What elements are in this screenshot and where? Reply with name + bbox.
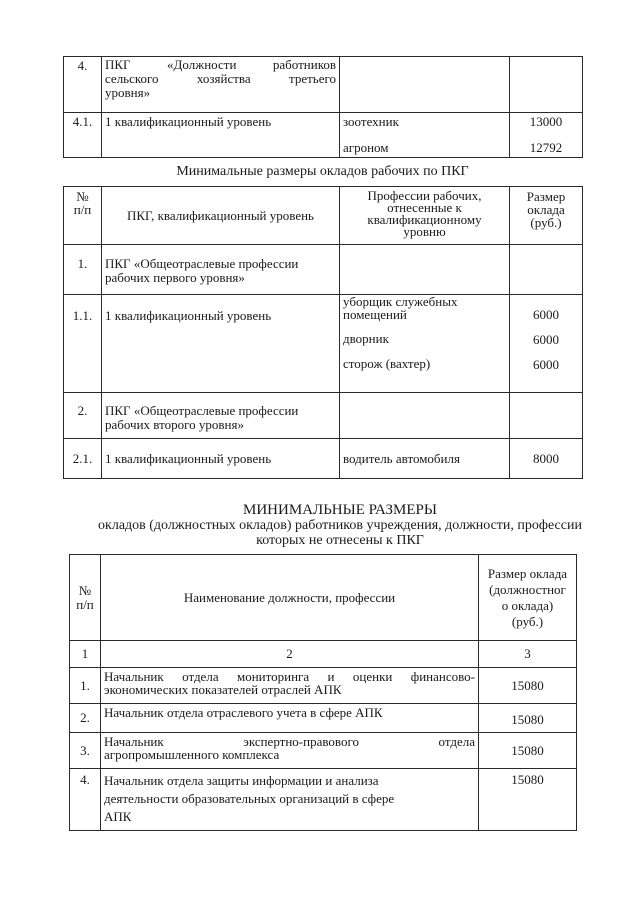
row-number: 1.1.: [64, 295, 102, 393]
header-salary: Размер оклада (руб.): [510, 187, 583, 245]
table-row: [70, 704, 577, 733]
pkg-name: ПКГ «Общеотраслевые профессии рабочих второго уровня»: [102, 393, 340, 439]
row-number: 4.: [70, 769, 101, 831]
table-row: [64, 245, 583, 295]
row-number: 4.: [64, 57, 102, 113]
qualification-level: 1 квалификационный уровень: [102, 113, 340, 158]
table-row: [70, 733, 577, 769]
column-number: 2: [101, 641, 479, 668]
table-other-positions: [69, 554, 577, 831]
salary-cell: 6000 6000 6000: [510, 295, 583, 393]
column-number: 3: [479, 641, 577, 668]
header-professions: Профессии рабочих, отнесенные к квалификационному уровню: [340, 187, 510, 245]
position-name: Начальник экспертно-правового отдела агропромышленного комплекса: [101, 733, 479, 769]
header-position-name: Наименование должности, профессии: [101, 555, 479, 641]
row-number: 1.: [70, 668, 101, 704]
row-number: 2.: [70, 704, 101, 733]
row-number: 2.1.: [64, 439, 102, 479]
column-number-row: [70, 641, 577, 668]
table-row: [64, 113, 583, 158]
section-heading-other: МИНИМАЛЬНЫЕ РАЗМЕРЫ окладов (должностных окладов) работников учреждения, должности, профессии которых не отнесены к ПКГ: [98, 502, 582, 548]
column-number: 1: [70, 641, 101, 668]
salary-cell: 13000 12792: [510, 113, 583, 158]
table-row: [64, 439, 583, 479]
position-name: Начальник отдела мониторинга и оценки финансово- экономических показателей отраслей АПК: [101, 668, 479, 704]
salary-cell: 15080: [479, 704, 577, 733]
salary-cell: 15080: [479, 733, 577, 769]
table-row: [64, 393, 583, 439]
profession-cell: водитель автомобиля: [340, 439, 510, 479]
salary-cell: 8000: [510, 439, 583, 479]
table-header-row: [70, 555, 577, 641]
row-number: 2.: [64, 393, 102, 439]
header-number: № п/п: [64, 187, 102, 245]
position-name: Начальник отдела защиты информации и анализа деятельности образовательных организаций в сфере АПК: [101, 769, 479, 831]
profession-cell: уборщик служебных помещений дворник сторож (вахтер): [340, 295, 510, 393]
header-pkg: ПКГ, квалификационный уровень: [102, 187, 340, 245]
pkg-name: ПКГ «Общеотраслевые профессии рабочих первого уровня»: [102, 245, 340, 295]
salary-cell: 15080: [479, 668, 577, 704]
pkg-name: ПКГ «Должности работников сельского хозяйства третьего уровня»: [102, 57, 340, 113]
salary-cell: 15080: [479, 769, 577, 831]
position-name: Начальник отдела отраслевого учета в сфере АПК: [101, 704, 479, 733]
qualification-level: 1 квалификационный уровень: [102, 439, 340, 479]
table-row: [64, 295, 583, 393]
qualification-level: 1 квалификационный уровень: [102, 295, 340, 393]
row-number: 4.1.: [64, 113, 102, 158]
header-number: № п/п: [70, 555, 101, 641]
row-number: 3.: [70, 733, 101, 769]
profession-cell: зоотехник агроном: [340, 113, 510, 158]
table-row: [64, 57, 583, 113]
table-pkg-agriculture: [63, 56, 583, 158]
section-heading-workers: Минимальные размеры окладов рабочих по ПКГ: [176, 164, 469, 179]
table-workers-salaries: [63, 186, 583, 479]
table-row: [70, 668, 577, 704]
table-header-row: [64, 187, 583, 245]
table-row: [70, 769, 577, 831]
row-number: 1.: [64, 245, 102, 295]
header-salary: Размер оклада (должностног о оклада) (руб.): [479, 555, 577, 641]
